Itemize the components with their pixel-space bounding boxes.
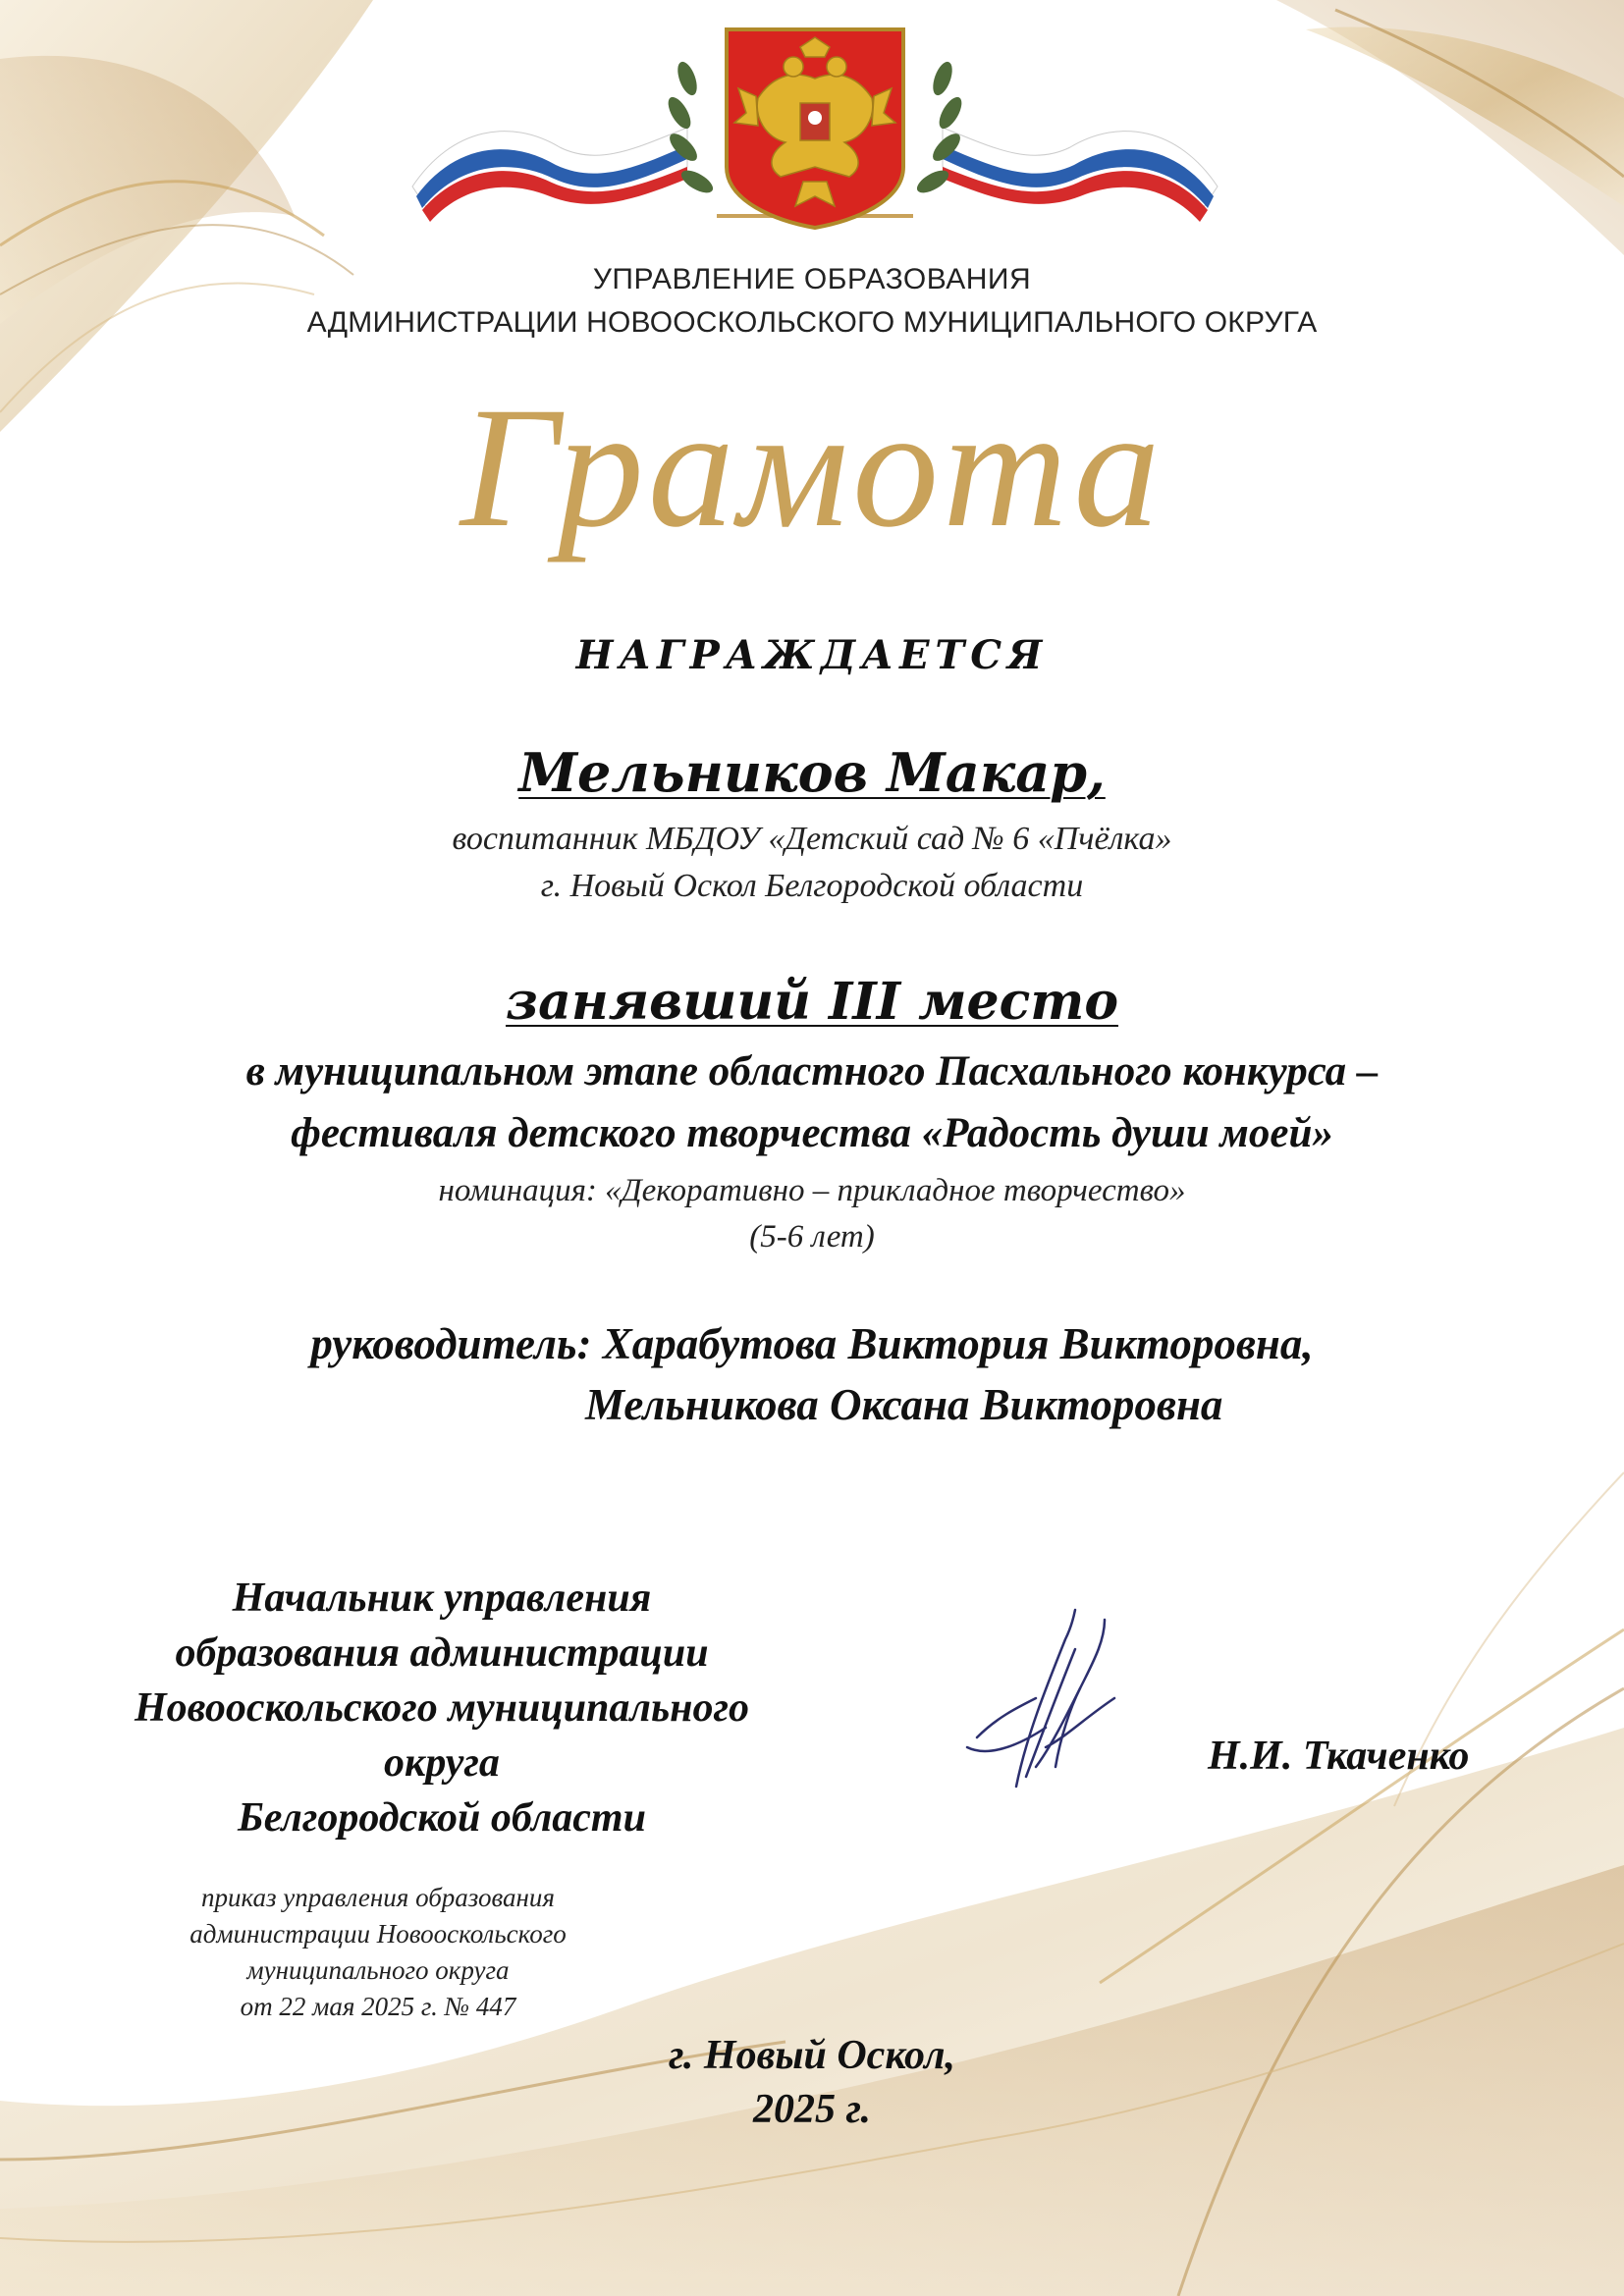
nomination: номинация: «Декоративно – прикладное творчество» xyxy=(438,1173,1186,1208)
recipient-institution: воспитанник МБДОУ «Детский сад № 6 «Пчёлка» xyxy=(452,821,1172,857)
order-reference xyxy=(157,1880,599,2025)
header-line-2: АДМИНИСТРАЦИИ НОВООСКОЛЬСКОГО МУНИЦИПАЛЬНОГО ОКРУГА xyxy=(306,306,1318,339)
supervisor-line-1: руководитель: Харабутова Виктория Викторовна, xyxy=(310,1319,1314,1368)
achievement-contest-line-2: фестиваля детского творчества «Радость души моей» xyxy=(291,1110,1333,1156)
signatory-title xyxy=(98,1571,785,1845)
signatory-title-line: Белгородской области xyxy=(238,1795,646,1841)
order-line: муниципального округа xyxy=(246,1955,510,1985)
signatory-title-line: Новооскольского муниципального округа xyxy=(135,1685,749,1786)
recipient-name: Мельников Макар, xyxy=(518,741,1106,804)
certificate-title: Грамота xyxy=(460,372,1164,563)
age-group: (5-6 лет) xyxy=(749,1219,875,1255)
recipient-location: г. Новый Оскол Белгородской области xyxy=(540,868,1084,904)
signatory-title-line: образования администрации xyxy=(175,1630,709,1676)
order-line: от 22 мая 2025 г. № 447 xyxy=(240,1992,516,2021)
signatory-title-line: Начальник управления xyxy=(232,1575,652,1621)
order-line: администрации Новооскольского xyxy=(189,1919,567,1949)
handwritten-signature xyxy=(957,1600,1134,1796)
header-line-1: УПРАВЛЕНИЕ ОБРАЗОВАНИЯ xyxy=(592,263,1032,295)
footer-year: 2025 г. xyxy=(753,2087,871,2132)
supervisor-line-2: Мельникова Оксана Викторовна xyxy=(585,1380,1223,1429)
footer-city: г. Новый Оскол, xyxy=(668,2033,956,2078)
achievement-contest-line-1: в муниципальном этапе областного Пасхального конкурса – xyxy=(245,1048,1379,1095)
coat-of-arms-emblem xyxy=(393,20,1237,255)
order-line: приказ управления образования xyxy=(201,1883,555,1912)
signatory-name: Н.И. Ткаченко xyxy=(1208,1734,1470,1779)
achievement-place: занявший III место xyxy=(505,972,1119,1032)
awarded-label: НАГРАЖДАЕТСЯ xyxy=(575,632,1049,678)
